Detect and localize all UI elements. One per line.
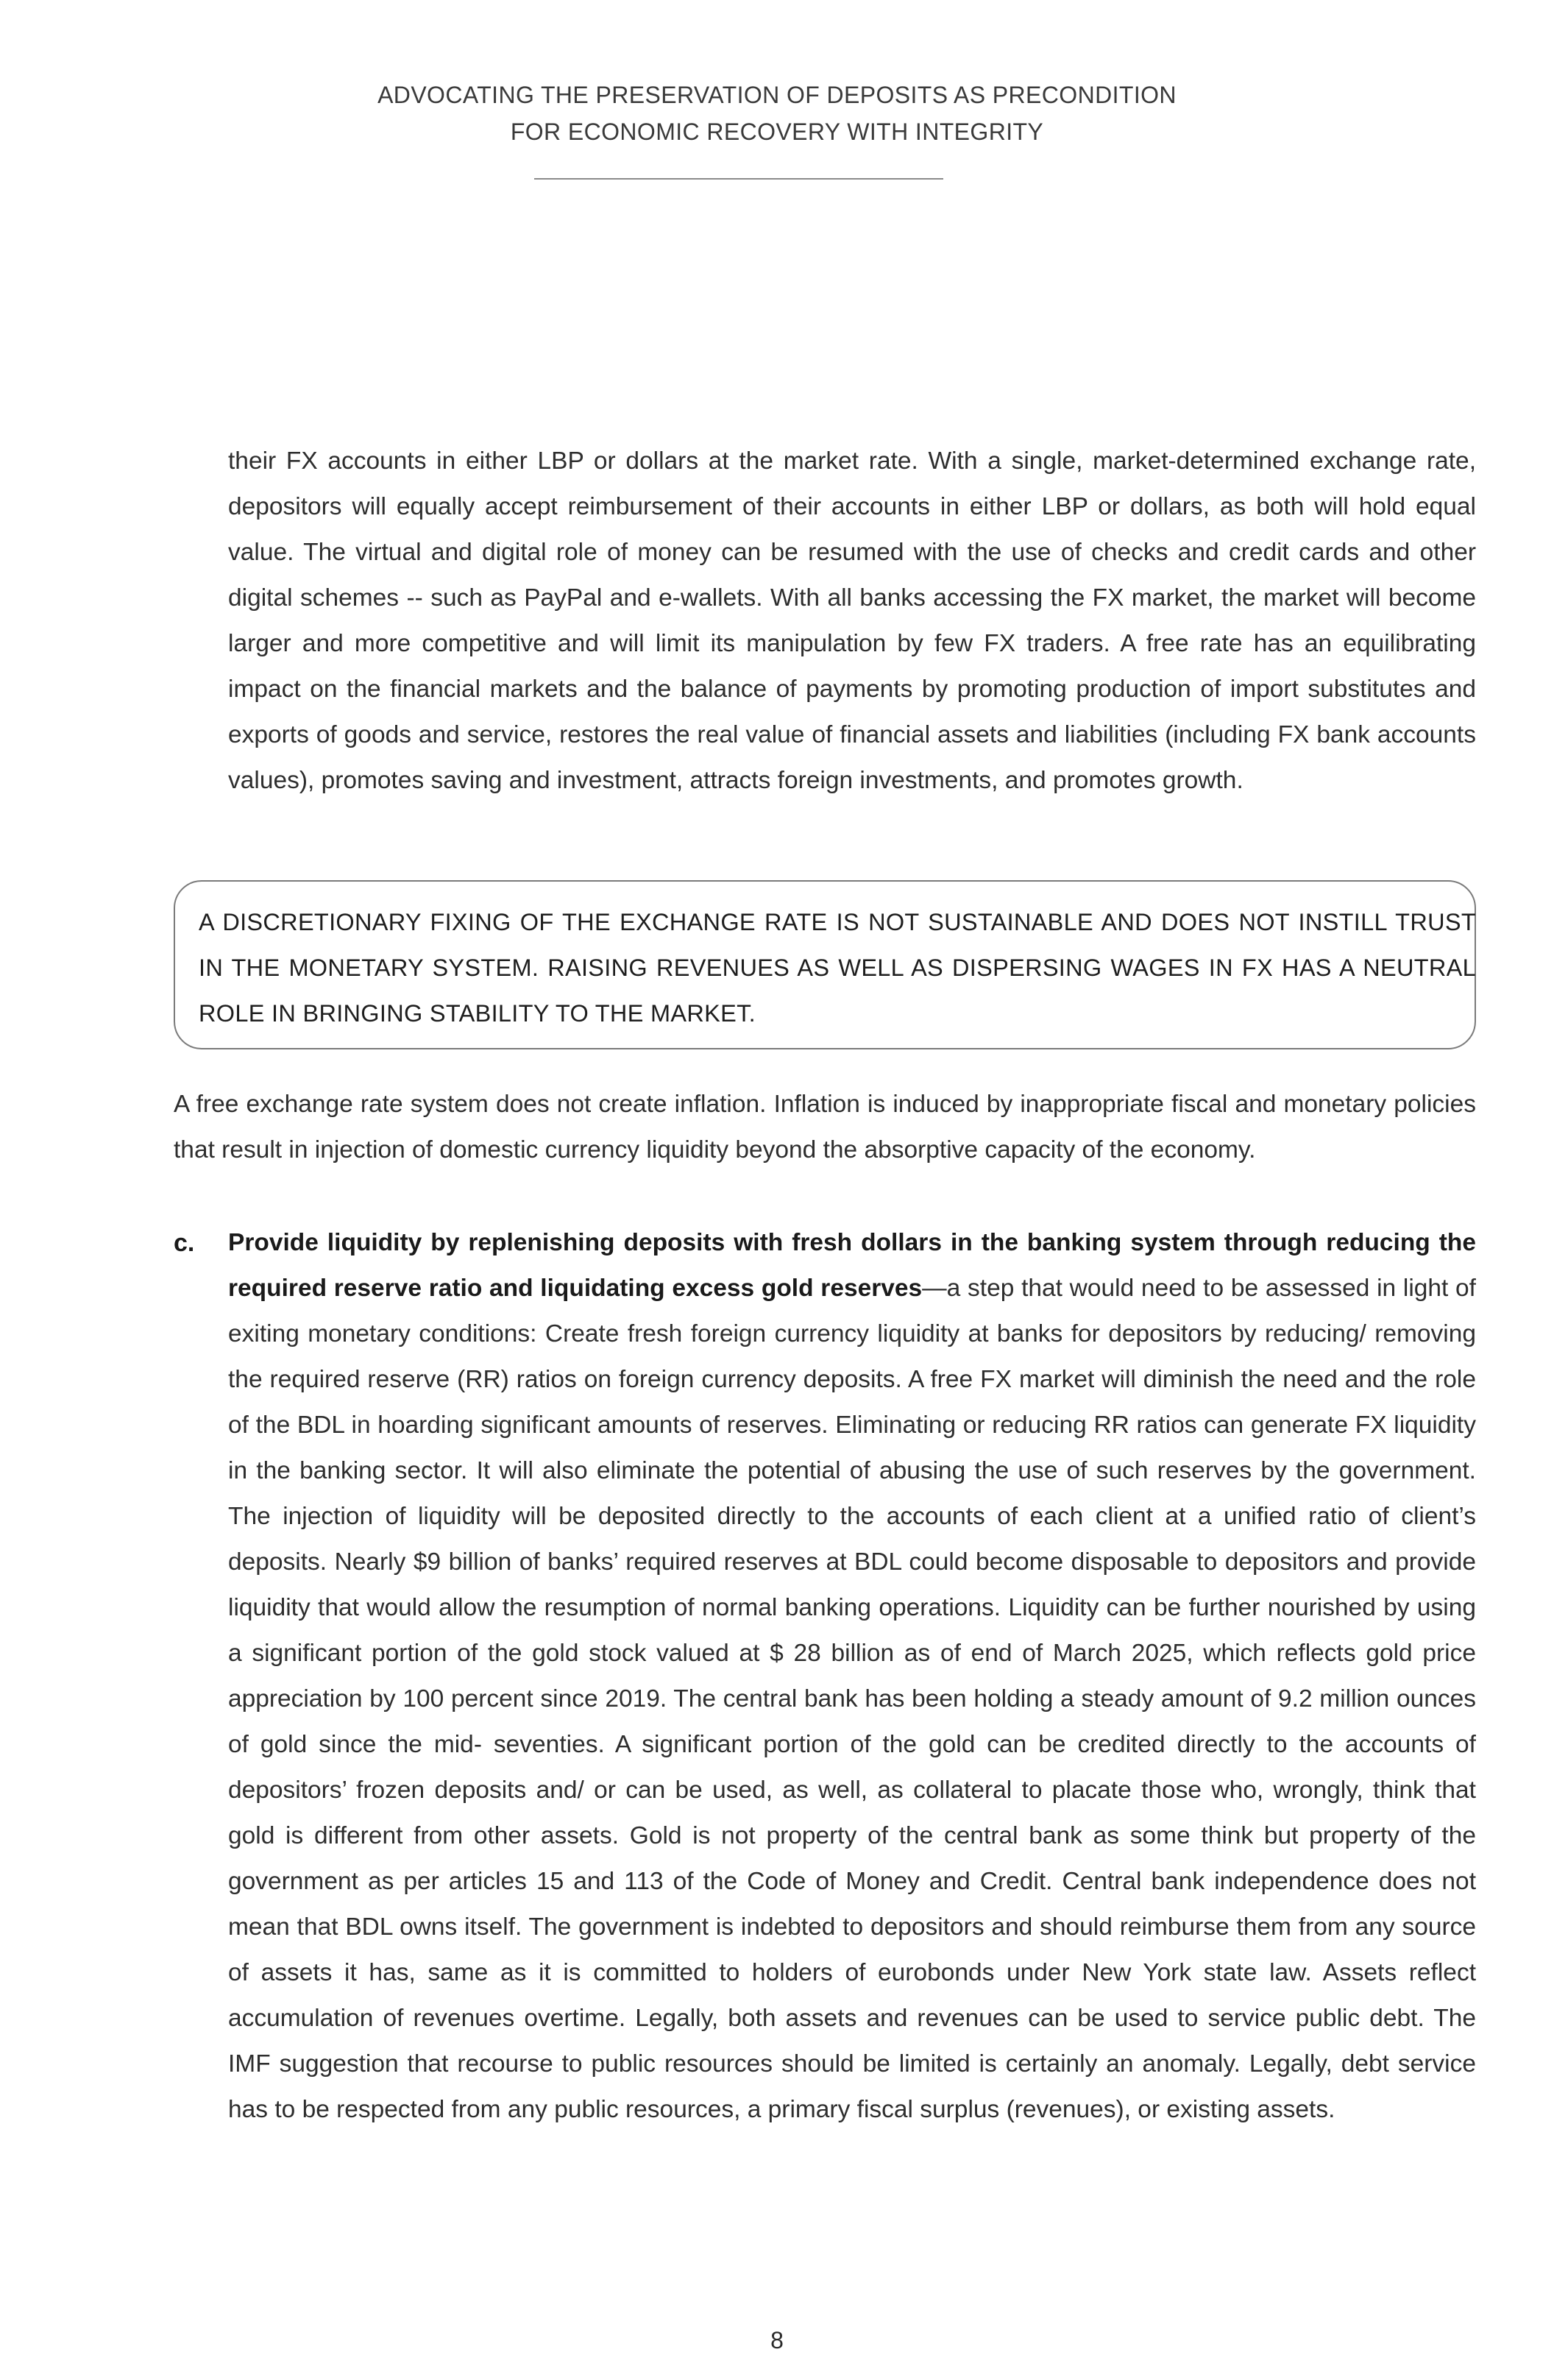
running-header-line-1: ADVOCATING THE PRESERVATION OF DEPOSITS AS PRECONDITION	[377, 82, 1177, 108]
running-header	[0, 77, 1554, 150]
page-number: 8	[770, 2327, 784, 2354]
list-item-c-lead: Provide liquidity by replenishing deposits with fresh dollars in the banking system through reducing the required reserve ratio and liquidating excess gold reserves	[228, 1229, 1476, 1302]
list-item-c-text: —a step that would need to be assessed in light of exiting monetary conditions: Create fresh foreign currency liquidity at banks for depositors by reducing/ removing the required reserve (RR) ratios on foreign currency deposits. A free FX market will diminish the need and the role of the BDL in hoarding significant amounts of reserves. Eliminating or reducing RR ratios can generate FX liquidity in the banking sector. It will also eliminate the potential of abusing the use of such reserves by the government. The injection of liquidity will be deposited directly to the accounts of each client at a unified ratio of client’s deposits. Nearly $9 billion of banks’ required reserves at BDL could become disposable to depositors and provide liquidity that would allow the resumption of normal banking operations. Liquidity can be further nourished by using a significant portion of the gold stock valued at $ 28 billion as of end of March 2025, which reflects gold price appreciation by 100 percent since 2019. The central bank has been holding a steady amount of 9.2 million ounces of gold since the mid- seventies. A significant portion of the gold can be credited directly to the accounts of depositors’ frozen deposits and/ or can be used, as well, as collateral to placate those who, wrongly, think that gold is different from other assets. Gold is not property of the central bank as some think but property of the government as per articles 15 and 113 of the Code of Money and Credit. Central bank independence does not mean that BDL owns itself. The government is indebted to depositors and should reimburse them from any source of assets it has, same as it is committed to holders of eurobonds under New York state law. Assets reflect accumulation of revenues overtime. Legally, both assets and revenues can be used to service public debt. The IMF suggestion that recourse to public resources should be limited is certainly an anomaly. Legally, debt service has to be respected from any public resources, a primary fiscal surplus (revenues), or existing assets.	[228, 1275, 1476, 2123]
list-item-c	[228, 1220, 1476, 2133]
body-paragraph-2: A free exchange rate system does not create inflation. Inflation is induced by inappropriate fiscal and monetary policies that result in injection of domestic currency liquidity beyond the absorptive capacity of the economy.	[174, 1091, 1476, 1164]
running-header-line-2: FOR ECONOMIC RECOVERY WITH INTEGRITY	[510, 118, 1044, 145]
list-marker-c: c.	[174, 1229, 195, 1257]
body-paragraph-1: their FX accounts in either LBP or dollars at the market rate. With a single, market-determined exchange rate, depositors will equally accept reimbursement of their accounts in either LBP or dollars, as both will hold equal value. The virtual and digital role of money can be resumed with the use of checks and credit cards and other digital schemes -- such as PayPal and e-wallets. With all banks accessing the FX market, the market will become larger and more competitive and will limit its manipulation by few FX traders. A free rate has an equilibrating impact on the financial markets and the balance of payments by promoting production of import substitutes and exports of goods and service, restores the real value of financial assets and liabilities (including FX bank accounts values), promotes saving and investment, attracts foreign investments, and promotes growth.	[228, 447, 1476, 794]
header-divider	[534, 178, 943, 180]
callout-text: A DISCRETIONARY FIXING OF THE EXCHANGE RATE IS NOT SUSTAINABLE AND DOES NOT INSTILL TRUST IN THE MONETARY SYSTEM. RAISING REVENUES AS WELL AS DISPERSING WAGES IN FX HAS A NEUTRAL ROLE IN BRINGING STABILITY TO THE MARKET.	[199, 909, 1476, 1027]
